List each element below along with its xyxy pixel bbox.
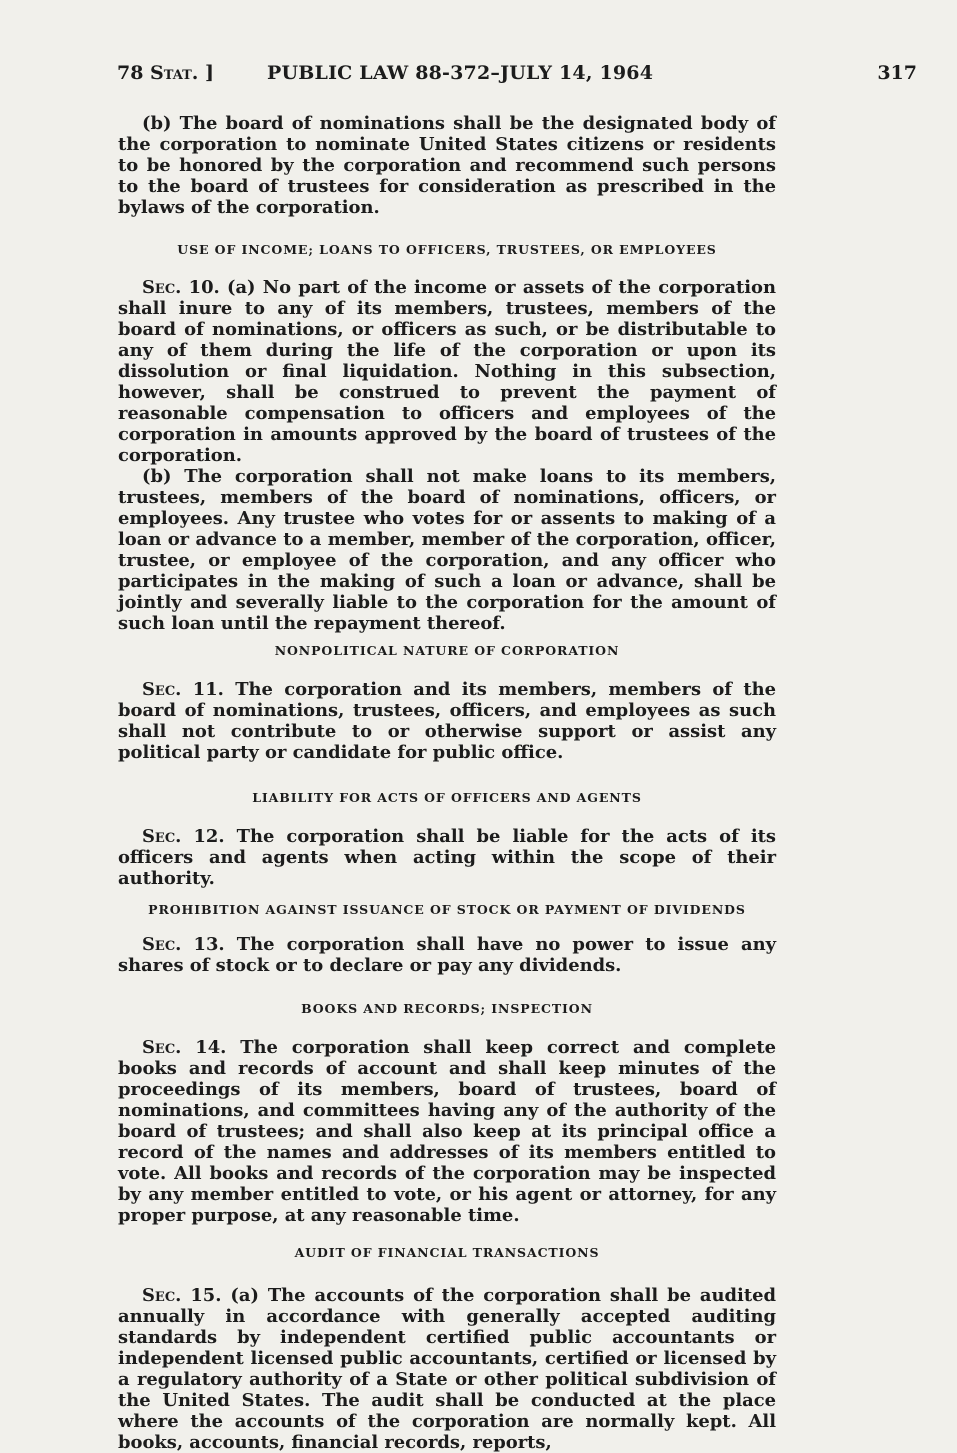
paragraph-sec-14: Sec. 14. The corporation shall keep correct and complete books and records of account and shall keep minutes of the proceedings of its members, board of trustees, board of nominations, and committees having any of the authority of the board of trustees; and shall also keep at its principal office a record of the names and addresses of its members entitled to vote. All books and records of the corporation may be inspected by any member entitled to vote, or his agent or attorney, for any proper purpose, at any reasonable time. xyxy=(118,1037,776,1226)
section-heading: PROHIBITION AGAINST ISSUANCE OF STOCK OR PAYMENT OF DIVIDENDS xyxy=(148,902,746,917)
section-label: Sec. xyxy=(142,679,182,700)
section-label: Sec. xyxy=(142,1285,182,1306)
section-label: Sec. xyxy=(142,934,182,955)
bracket: ] xyxy=(205,62,215,84)
section-heading: LIABILITY FOR ACTS OF OFFICERS AND AGENTS xyxy=(252,790,642,805)
section-heading: AUDIT OF FINANCIAL TRANSACTIONS xyxy=(294,1245,600,1260)
paragraph-sec-15-a: Sec. 15. (a) The accounts of the corporation shall be audited annually in accordance with generally accepted auditing standards by independent certified public accountants or independent licensed public accountants, certified or licensed by a regulatory authority of a State or other political subdivision of the United States. The audit shall be conducted at the place where the accounts of the corporation are normally kept. All books, accounts, financial records, reports, xyxy=(118,1285,776,1453)
paragraph-sec-12: Sec. 12. The corporation shall be liable for the acts of its officers and agents when acting within the scope of their authority. xyxy=(118,826,776,889)
section-heading: NONPOLITICAL NATURE OF CORPORATION xyxy=(274,643,620,658)
volume-label: 78 Stat. xyxy=(117,62,199,84)
running-title: PUBLIC LAW 88-372–JULY 14, 1964 xyxy=(267,62,654,84)
paragraph-board-of-nominations: (b) The board of nominations shall be the designated body of the corporation to nominate United States citizens or residents to be honored by the corporation and recommend such persons to the board of trustees for consideration as prescribed in the bylaws of the corporation. xyxy=(118,113,776,218)
section-label: Sec. xyxy=(142,826,182,847)
paragraph-sec-10-a: Sec. 10. (a) No part of the income or assets of the corporation shall inure to any of its members, trustees, members of the board of nominations, or officers as such, or be distributable to any of them during the life of the corporation or upon its dissolution or final liquidation. Nothing in this subsection, however, shall be construed to prevent the payment of reasonable compensation to officers and employees of the corporation in amounts approved by the board of trustees of the corporation. xyxy=(118,277,776,466)
page-number: 317 xyxy=(877,62,917,84)
page-header xyxy=(117,62,917,88)
paragraph-sec-10-b: (b) The corporation shall not make loans to its members, trustees, members of the board of nominations, officers, or employees. Any trustee who votes for or assents to making of a loan or advance to a member, member of the corporation, officer, trustee, or employee of the corporation, and any officer who participates in the making of such a loan or advance, shall be jointly and severally liable to the corporation for the amount of such loan until the repayment thereof. xyxy=(118,466,776,634)
section-label: Sec. xyxy=(142,277,182,298)
statute-reference xyxy=(117,62,214,84)
document-body xyxy=(118,113,776,1453)
section-heading: BOOKS AND RECORDS; INSPECTION xyxy=(301,1001,593,1016)
section-heading: USE OF INCOME; LOANS TO OFFICERS, TRUSTEES, OR EMPLOYEES xyxy=(177,242,717,257)
paragraph-sec-11: Sec. 11. The corporation and its members, members of the board of nominations, trustees, officers, and employees as such shall not contribute to or otherwise support or assist any political party or candidate for public office. xyxy=(118,679,776,763)
section-label: Sec. xyxy=(142,1037,182,1058)
paragraph-sec-13: Sec. 13. The corporation shall have no power to issue any shares of stock or to declare or pay any dividends. xyxy=(118,934,776,976)
